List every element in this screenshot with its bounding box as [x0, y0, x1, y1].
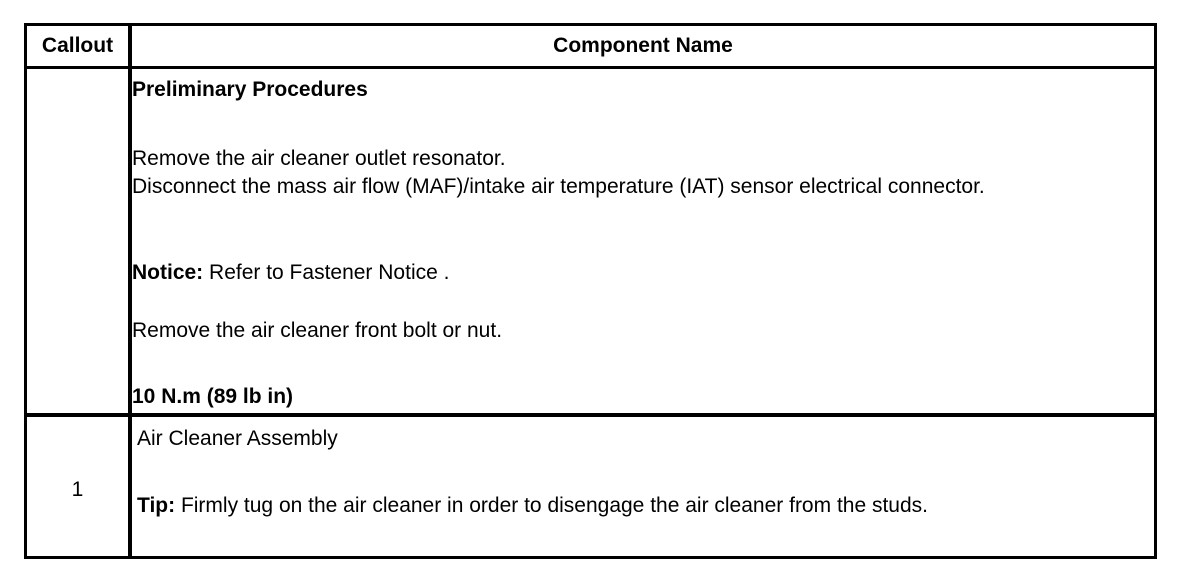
torque-spec: 10 N.m (89 lb in) [132, 385, 294, 408]
tip-label: Tip: [137, 494, 176, 517]
tip-text: Firmly tug on the air cleaner in order to disengage the air cleaner from the studs. [175, 494, 928, 517]
callout-header: Callout [41, 34, 114, 57]
notice-line [132, 261, 449, 285]
preliminary-title: Preliminary Procedures [132, 78, 368, 101]
preliminary-step-1: Remove the air cleaner outlet resonator. [132, 147, 506, 170]
preliminary-step-3: Remove the air cleaner front bolt or nut. [132, 319, 503, 342]
notice-label: Notice: [132, 261, 204, 284]
tip-line [137, 494, 928, 518]
row-divider [27, 413, 1154, 417]
callout-number: 1 [71, 478, 84, 501]
preliminary-step-2: Disconnect the mass air flow (MAF)/intake air temperature (IAT) sensor electrical connector. [132, 175, 985, 198]
procedure-table [24, 23, 1157, 559]
component-name: Air Cleaner Assembly [137, 427, 338, 450]
notice-text: Refer to Fastener Notice . [203, 261, 450, 284]
component-name-header: Component Name [553, 34, 733, 57]
header-divider [27, 66, 1154, 69]
column-divider [128, 26, 132, 556]
